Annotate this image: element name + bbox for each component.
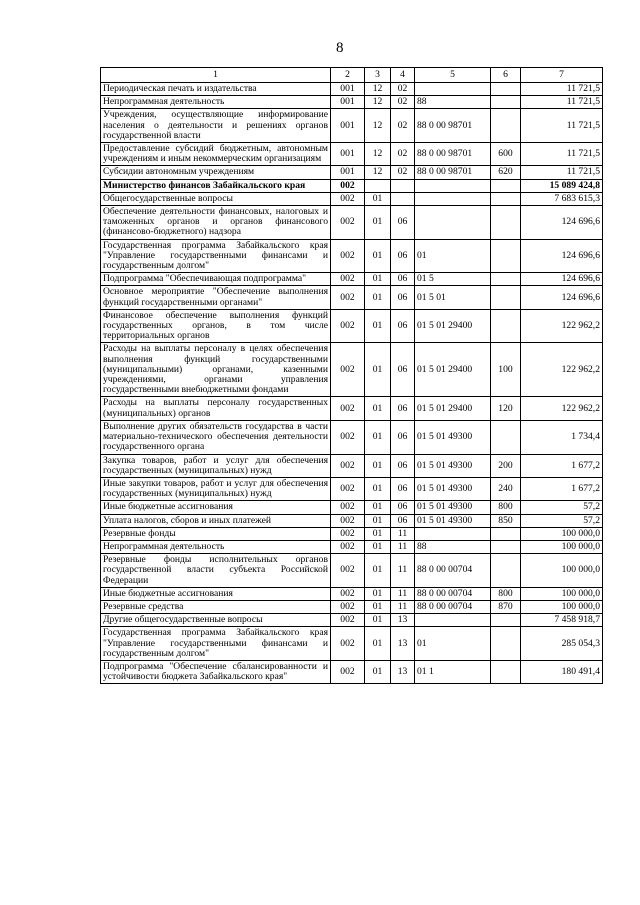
row-amount-cell: 57,2 bbox=[521, 501, 603, 514]
row-target-article-cell: 88 0 00 00704 bbox=[415, 600, 491, 613]
row-amount-cell: 122 962,2 bbox=[521, 309, 603, 343]
row-subsection-cell: 11 bbox=[391, 540, 415, 553]
row-subsection-cell: 06 bbox=[391, 309, 415, 343]
row-name-cell: Подпрограмма "Обеспечивающая подпрограмма" bbox=[101, 273, 331, 286]
row-amount-cell: 11 721,5 bbox=[521, 96, 603, 109]
row-target-article-cell: 01 5 01 bbox=[415, 286, 491, 309]
row-target-article-cell bbox=[415, 614, 491, 627]
row-subsection-cell: 11 bbox=[391, 587, 415, 600]
row-target-article-cell: 01 5 01 29400 bbox=[415, 397, 491, 420]
table-row bbox=[101, 477, 603, 500]
table-row bbox=[101, 83, 603, 96]
table-row bbox=[101, 554, 603, 588]
row-amount-cell: 100 000,0 bbox=[521, 600, 603, 613]
row-section-cell: 12 bbox=[365, 143, 391, 166]
table-row bbox=[101, 143, 603, 166]
row-name-cell: Субсидии автономным учреждениям bbox=[101, 166, 331, 179]
row-expense-type-cell: 200 bbox=[491, 454, 521, 477]
table-row bbox=[101, 206, 603, 240]
row-subsection-cell: 02 bbox=[391, 143, 415, 166]
row-ministry-code-cell: 002 bbox=[331, 614, 365, 627]
row-section-cell: 01 bbox=[365, 540, 391, 553]
row-ministry-code-cell: 002 bbox=[331, 309, 365, 343]
page-number: 8 bbox=[336, 40, 344, 56]
row-ministry-code-cell: 002 bbox=[331, 477, 365, 500]
row-expense-type-cell bbox=[491, 614, 521, 627]
row-name-cell: Уплата налогов, сборов и иных платежей bbox=[101, 514, 331, 527]
row-expense-type-cell bbox=[491, 273, 521, 286]
table-row bbox=[101, 397, 603, 420]
row-ministry-code-cell: 002 bbox=[331, 554, 365, 588]
row-section-cell: 12 bbox=[365, 96, 391, 109]
row-name-cell: Иные закупки товаров, работ и услуг для обеспечения государственных (муниципальных) нужд bbox=[101, 477, 331, 500]
row-amount-cell: 122 962,2 bbox=[521, 343, 603, 397]
row-expense-type-cell: 240 bbox=[491, 477, 521, 500]
table-row bbox=[101, 109, 603, 143]
row-expense-type-cell: 800 bbox=[491, 501, 521, 514]
row-name-cell: Министерство финансов Забайкальского края bbox=[101, 179, 331, 192]
row-section-cell: 01 bbox=[365, 239, 391, 273]
row-section-cell: 01 bbox=[365, 614, 391, 627]
row-ministry-code-cell: 002 bbox=[331, 660, 365, 683]
row-ministry-code-cell: 002 bbox=[331, 627, 365, 661]
row-subsection-cell: 02 bbox=[391, 96, 415, 109]
row-subsection-cell: 06 bbox=[391, 273, 415, 286]
row-expense-type-cell bbox=[491, 192, 521, 205]
row-subsection-cell: 06 bbox=[391, 420, 415, 454]
row-ministry-code-cell: 002 bbox=[331, 179, 365, 192]
row-section-cell: 01 bbox=[365, 501, 391, 514]
row-section-cell: 01 bbox=[365, 273, 391, 286]
row-section-cell: 01 bbox=[365, 554, 391, 588]
header-cell: 7 bbox=[521, 68, 603, 83]
row-target-article-cell: 88 0 00 98701 bbox=[415, 109, 491, 143]
row-amount-cell: 7 683 615,3 bbox=[521, 192, 603, 205]
row-ministry-code-cell: 001 bbox=[331, 83, 365, 96]
row-target-article-cell: 01 5 01 29400 bbox=[415, 309, 491, 343]
table-body bbox=[101, 83, 603, 684]
table-row bbox=[101, 179, 603, 192]
row-expense-type-cell: 800 bbox=[491, 587, 521, 600]
table-row bbox=[101, 660, 603, 683]
row-target-article-cell bbox=[415, 83, 491, 96]
row-subsection-cell: 02 bbox=[391, 166, 415, 179]
row-target-article-cell: 01 5 bbox=[415, 273, 491, 286]
row-ministry-code-cell: 002 bbox=[331, 286, 365, 309]
row-ministry-code-cell: 002 bbox=[331, 420, 365, 454]
row-target-article-cell: 01 5 01 29400 bbox=[415, 343, 491, 397]
row-expense-type-cell: 620 bbox=[491, 166, 521, 179]
row-subsection-cell: 06 bbox=[391, 514, 415, 527]
row-expense-type-cell bbox=[491, 527, 521, 540]
row-section-cell: 01 bbox=[365, 420, 391, 454]
row-expense-type-cell bbox=[491, 660, 521, 683]
row-target-article-cell bbox=[415, 192, 491, 205]
row-amount-cell: 1 677,2 bbox=[521, 454, 603, 477]
row-amount-cell: 124 696,6 bbox=[521, 286, 603, 309]
row-amount-cell: 100 000,0 bbox=[521, 587, 603, 600]
row-name-cell: Расходы на выплаты персоналу государственных (муниципальных) органов bbox=[101, 397, 331, 420]
row-section-cell: 12 bbox=[365, 83, 391, 96]
row-expense-type-cell bbox=[491, 554, 521, 588]
row-expense-type-cell: 600 bbox=[491, 143, 521, 166]
row-target-article-cell: 01 5 01 49300 bbox=[415, 514, 491, 527]
row-amount-cell: 285 054,3 bbox=[521, 627, 603, 661]
row-amount-cell: 180 491,4 bbox=[521, 660, 603, 683]
row-target-article-cell: 01 5 01 49300 bbox=[415, 477, 491, 500]
row-name-cell: Резервные фонды исполнительных органов государственной власти субъекта Российской Федерации bbox=[101, 554, 331, 588]
row-amount-cell: 7 458 918,7 bbox=[521, 614, 603, 627]
table-row bbox=[101, 239, 603, 273]
row-subsection-cell: 13 bbox=[391, 627, 415, 661]
row-ministry-code-cell: 002 bbox=[331, 514, 365, 527]
row-expense-type-cell bbox=[491, 239, 521, 273]
row-subsection-cell: 06 bbox=[391, 343, 415, 397]
row-ministry-code-cell: 002 bbox=[331, 540, 365, 553]
row-expense-type-cell bbox=[491, 627, 521, 661]
row-expense-type-cell bbox=[491, 420, 521, 454]
row-section-cell: 01 bbox=[365, 527, 391, 540]
row-amount-cell: 11 721,5 bbox=[521, 143, 603, 166]
row-target-article-cell: 01 5 01 49300 bbox=[415, 420, 491, 454]
table-row bbox=[101, 514, 603, 527]
row-section-cell: 01 bbox=[365, 587, 391, 600]
header-cell: 2 bbox=[331, 68, 365, 83]
row-subsection-cell: 06 bbox=[391, 286, 415, 309]
row-name-cell: Резервные фонды bbox=[101, 527, 331, 540]
row-subsection-cell: 11 bbox=[391, 527, 415, 540]
row-subsection-cell bbox=[391, 179, 415, 192]
row-target-article-cell: 88 0 00 98701 bbox=[415, 166, 491, 179]
row-target-article-cell: 88 bbox=[415, 96, 491, 109]
row-name-cell: Общегосударственные вопросы bbox=[101, 192, 331, 205]
row-name-cell: Расходы на выплаты персоналу в целях обеспечения выполнения функций государственными (муниципальными) органами, казенными учреждениями, органами управления государственными внебюджетными фондами bbox=[101, 343, 331, 397]
row-expense-type-cell: 850 bbox=[491, 514, 521, 527]
table-row bbox=[101, 96, 603, 109]
row-target-article-cell: 88 0 00 00704 bbox=[415, 587, 491, 600]
header-cell: 6 bbox=[491, 68, 521, 83]
row-amount-cell: 100 000,0 bbox=[521, 527, 603, 540]
row-amount-cell: 124 696,6 bbox=[521, 273, 603, 286]
table-row bbox=[101, 540, 603, 553]
row-subsection-cell: 06 bbox=[391, 397, 415, 420]
row-subsection-cell: 13 bbox=[391, 614, 415, 627]
row-section-cell: 01 bbox=[365, 343, 391, 397]
row-amount-cell: 11 721,5 bbox=[521, 109, 603, 143]
row-expense-type-cell bbox=[491, 109, 521, 143]
table-row bbox=[101, 309, 603, 343]
row-target-article-cell: 88 bbox=[415, 540, 491, 553]
table-row bbox=[101, 527, 603, 540]
row-subsection-cell: 13 bbox=[391, 660, 415, 683]
row-name-cell: Иные бюджетные ассигнования bbox=[101, 587, 331, 600]
row-subsection-cell: 06 bbox=[391, 477, 415, 500]
row-section-cell: 01 bbox=[365, 206, 391, 240]
row-ministry-code-cell: 002 bbox=[331, 192, 365, 205]
row-target-article-cell: 01 5 01 49300 bbox=[415, 501, 491, 514]
row-ministry-code-cell: 002 bbox=[331, 600, 365, 613]
row-expense-type-cell bbox=[491, 286, 521, 309]
table-row bbox=[101, 501, 603, 514]
row-name-cell: Государственная программа Забайкальского края "Управление государственными финансами и государственным долгом" bbox=[101, 239, 331, 273]
row-expense-type-cell bbox=[491, 96, 521, 109]
row-subsection-cell: 11 bbox=[391, 554, 415, 588]
row-amount-cell: 57,2 bbox=[521, 514, 603, 527]
table-header-row bbox=[101, 68, 603, 83]
row-name-cell: Предоставление субсидий бюджетным, автономным учреждениям и иным некоммерческим организациям bbox=[101, 143, 331, 166]
row-expense-type-cell bbox=[491, 83, 521, 96]
table-row bbox=[101, 587, 603, 600]
row-target-article-cell: 01 bbox=[415, 627, 491, 661]
row-name-cell: Основное мероприятие "Обеспечение выполнения функций государственными органами" bbox=[101, 286, 331, 309]
row-target-article-cell: 01 bbox=[415, 239, 491, 273]
row-name-cell: Периодическая печать и издательства bbox=[101, 83, 331, 96]
row-ministry-code-cell: 002 bbox=[331, 397, 365, 420]
row-section-cell: 01 bbox=[365, 477, 391, 500]
row-amount-cell: 11 721,5 bbox=[521, 83, 603, 96]
row-ministry-code-cell: 002 bbox=[331, 527, 365, 540]
row-expense-type-cell: 120 bbox=[491, 397, 521, 420]
budget-table bbox=[100, 67, 603, 684]
row-section-cell: 01 bbox=[365, 660, 391, 683]
row-section-cell: 01 bbox=[365, 514, 391, 527]
row-subsection-cell: 02 bbox=[391, 83, 415, 96]
row-expense-type-cell bbox=[491, 309, 521, 343]
row-name-cell: Другие общегосударственные вопросы bbox=[101, 614, 331, 627]
row-section-cell: 01 bbox=[365, 286, 391, 309]
row-section-cell: 01 bbox=[365, 627, 391, 661]
row-target-article-cell bbox=[415, 527, 491, 540]
row-name-cell: Выполнение других обязательств государства в части материально-технического обеспечения деятельности государственного органа bbox=[101, 420, 331, 454]
table-row bbox=[101, 192, 603, 205]
row-section-cell: 01 bbox=[365, 192, 391, 205]
row-target-article-cell bbox=[415, 179, 491, 192]
row-name-cell: Обеспечение деятельности финансовых, налоговых и таможенных органов и органов финансового (финансово-бюджетного) надзора bbox=[101, 206, 331, 240]
table-row bbox=[101, 600, 603, 613]
table-row bbox=[101, 420, 603, 454]
row-name-cell: Закупка товаров, работ и услуг для обеспечения государственных (муниципальных) нужд bbox=[101, 454, 331, 477]
table-row bbox=[101, 627, 603, 661]
row-amount-cell: 11 721,5 bbox=[521, 166, 603, 179]
row-ministry-code-cell: 002 bbox=[331, 239, 365, 273]
row-section-cell: 01 bbox=[365, 600, 391, 613]
header-cell: 3 bbox=[365, 68, 391, 83]
row-section-cell: 12 bbox=[365, 109, 391, 143]
row-ministry-code-cell: 001 bbox=[331, 143, 365, 166]
row-ministry-code-cell: 002 bbox=[331, 501, 365, 514]
row-name-cell: Резервные средства bbox=[101, 600, 331, 613]
row-amount-cell: 100 000,0 bbox=[521, 554, 603, 588]
row-amount-cell: 15 089 424,8 bbox=[521, 179, 603, 192]
row-section-cell: 12 bbox=[365, 166, 391, 179]
row-name-cell: Иные бюджетные ассигнования bbox=[101, 501, 331, 514]
row-target-article-cell bbox=[415, 206, 491, 240]
header-cell: 4 bbox=[391, 68, 415, 83]
table-row bbox=[101, 286, 603, 309]
table-row bbox=[101, 166, 603, 179]
header-cell: 5 bbox=[415, 68, 491, 83]
row-name-cell: Непрограммная деятельность bbox=[101, 96, 331, 109]
row-name-cell: Подпрограмма "Обеспечение сбалансированности и устойчивости бюджета Забайкальского края" bbox=[101, 660, 331, 683]
row-subsection-cell: 06 bbox=[391, 454, 415, 477]
row-amount-cell: 100 000,0 bbox=[521, 540, 603, 553]
row-name-cell: Непрограммная деятельность bbox=[101, 540, 331, 553]
row-ministry-code-cell: 002 bbox=[331, 206, 365, 240]
row-expense-type-cell bbox=[491, 179, 521, 192]
row-name-cell: Государственная программа Забайкальского края "Управление государственными финансами и государственным долгом" bbox=[101, 627, 331, 661]
row-ministry-code-cell: 002 bbox=[331, 273, 365, 286]
row-ministry-code-cell: 002 bbox=[331, 343, 365, 397]
row-target-article-cell: 88 0 00 00704 bbox=[415, 554, 491, 588]
row-ministry-code-cell: 002 bbox=[331, 454, 365, 477]
row-subsection-cell: 06 bbox=[391, 206, 415, 240]
row-subsection-cell: 02 bbox=[391, 109, 415, 143]
row-amount-cell: 124 696,6 bbox=[521, 206, 603, 240]
row-expense-type-cell bbox=[491, 206, 521, 240]
row-name-cell: Учреждения, осуществляющие информирование населения о деятельности и решениях органов государственной власти bbox=[101, 109, 331, 143]
row-section-cell bbox=[365, 179, 391, 192]
row-expense-type-cell: 100 bbox=[491, 343, 521, 397]
table-row bbox=[101, 454, 603, 477]
row-ministry-code-cell: 001 bbox=[331, 96, 365, 109]
row-section-cell: 01 bbox=[365, 397, 391, 420]
row-amount-cell: 122 962,2 bbox=[521, 397, 603, 420]
row-section-cell: 01 bbox=[365, 454, 391, 477]
row-subsection-cell: 11 bbox=[391, 600, 415, 613]
row-ministry-code-cell: 001 bbox=[331, 166, 365, 179]
row-amount-cell: 124 696,6 bbox=[521, 239, 603, 273]
row-subsection-cell: 06 bbox=[391, 501, 415, 514]
row-section-cell: 01 bbox=[365, 309, 391, 343]
row-name-cell: Финансовое обеспечение выполнения функций государственных органов, в том числе территориальных органов bbox=[101, 309, 331, 343]
row-target-article-cell: 01 5 01 49300 bbox=[415, 454, 491, 477]
row-expense-type-cell: 870 bbox=[491, 600, 521, 613]
row-target-article-cell: 88 0 00 98701 bbox=[415, 143, 491, 166]
row-subsection-cell: 06 bbox=[391, 239, 415, 273]
row-amount-cell: 1 734,4 bbox=[521, 420, 603, 454]
row-amount-cell: 1 677,2 bbox=[521, 477, 603, 500]
row-ministry-code-cell: 002 bbox=[331, 587, 365, 600]
row-ministry-code-cell: 001 bbox=[331, 109, 365, 143]
table-row bbox=[101, 343, 603, 397]
row-subsection-cell bbox=[391, 192, 415, 205]
table-row bbox=[101, 273, 603, 286]
table-row bbox=[101, 614, 603, 627]
header-cell: 1 bbox=[101, 68, 331, 83]
row-expense-type-cell bbox=[491, 540, 521, 553]
row-target-article-cell: 01 1 bbox=[415, 660, 491, 683]
